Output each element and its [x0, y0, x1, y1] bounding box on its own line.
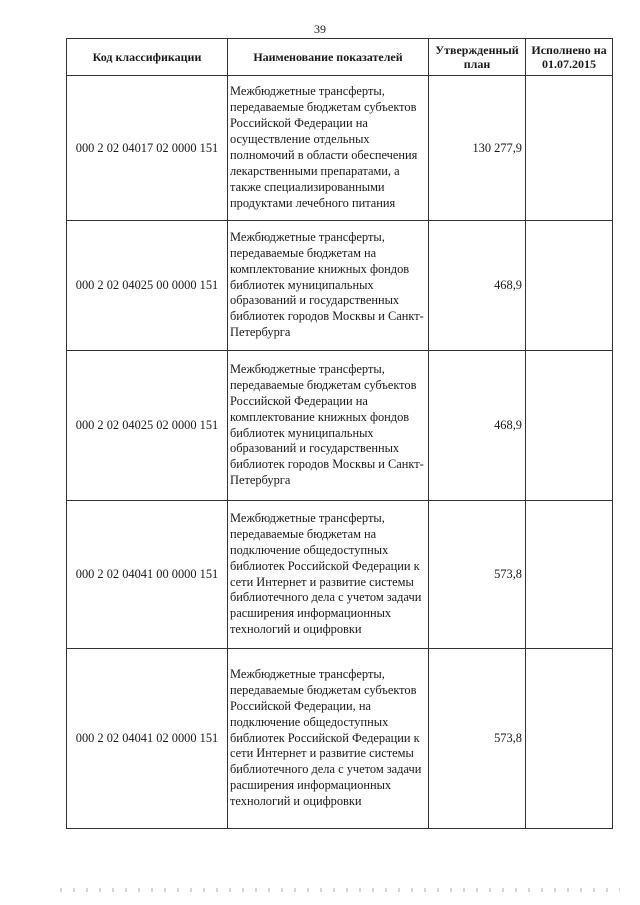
row-name: Межбюджетные трансферты, передаваемые бюджетам на комплектование книжных фондов библиотек муниципальных образований и государственных библиотек городов Москвы и Санкт-Петербурга	[228, 221, 429, 351]
row-name: Межбюджетные трансферты, передаваемые бюджетам на подключение общедоступных библиотек Российской Федерации к сети Интернет и развитие системы библиотечного дела с учетом задачи расширения информационных технологий и оцифровки	[228, 501, 429, 649]
row-code: 000 2 02 04041 00 0000 151	[67, 501, 228, 649]
table-header-row	[67, 39, 613, 76]
row-done	[526, 76, 613, 221]
budget-table	[66, 38, 613, 829]
row-done	[526, 351, 613, 501]
row-plan: 573,8	[429, 501, 526, 649]
row-done	[526, 501, 613, 649]
row-name: Межбюджетные трансферты, передаваемые бюджетам субъектов Российской Федерации на комплектование книжных фондов библиотек муниципальных образований и государственных библиотек городов Москвы и Санкт-Петербурга	[228, 351, 429, 501]
row-code: 000 2 02 04041 02 0000 151	[67, 649, 228, 829]
header-plan: Утвержденный план	[429, 39, 526, 76]
table-row	[67, 501, 613, 649]
row-name: Межбюджетные трансферты, передаваемые бюджетам субъектов Российской Федерации на осуществление отдельных полномочий в области обеспечения лекарственными препаратами, а также специализированными продуктами лечебного питания	[228, 76, 429, 221]
scan-noise	[60, 888, 620, 892]
row-code: 000 2 02 04025 00 0000 151	[67, 221, 228, 351]
table-row	[67, 351, 613, 501]
header-name: Наименование показателей	[228, 39, 429, 76]
table-row	[67, 221, 613, 351]
row-done	[526, 649, 613, 829]
row-name: Межбюджетные трансферты, передаваемые бюджетам субъектов Российской Федерации, на подключение общедоступных библиотек Российской Федерации к сети Интернет и развитие системы библиотечного дела с учетом задачи расширения информационных технологий и оцифровки	[228, 649, 429, 829]
row-plan: 573,8	[429, 649, 526, 829]
header-code: Код классификации	[67, 39, 228, 76]
table-row	[67, 76, 613, 221]
row-plan: 468,9	[429, 221, 526, 351]
row-code: 000 2 02 04025 02 0000 151	[67, 351, 228, 501]
row-code: 000 2 02 04017 02 0000 151	[67, 76, 228, 221]
page-number: 39	[314, 22, 326, 36]
table-row	[67, 649, 613, 829]
row-done	[526, 221, 613, 351]
row-plan: 468,9	[429, 351, 526, 501]
header-done: Исполнено на 01.07.2015	[526, 39, 613, 76]
row-plan: 130 277,9	[429, 76, 526, 221]
